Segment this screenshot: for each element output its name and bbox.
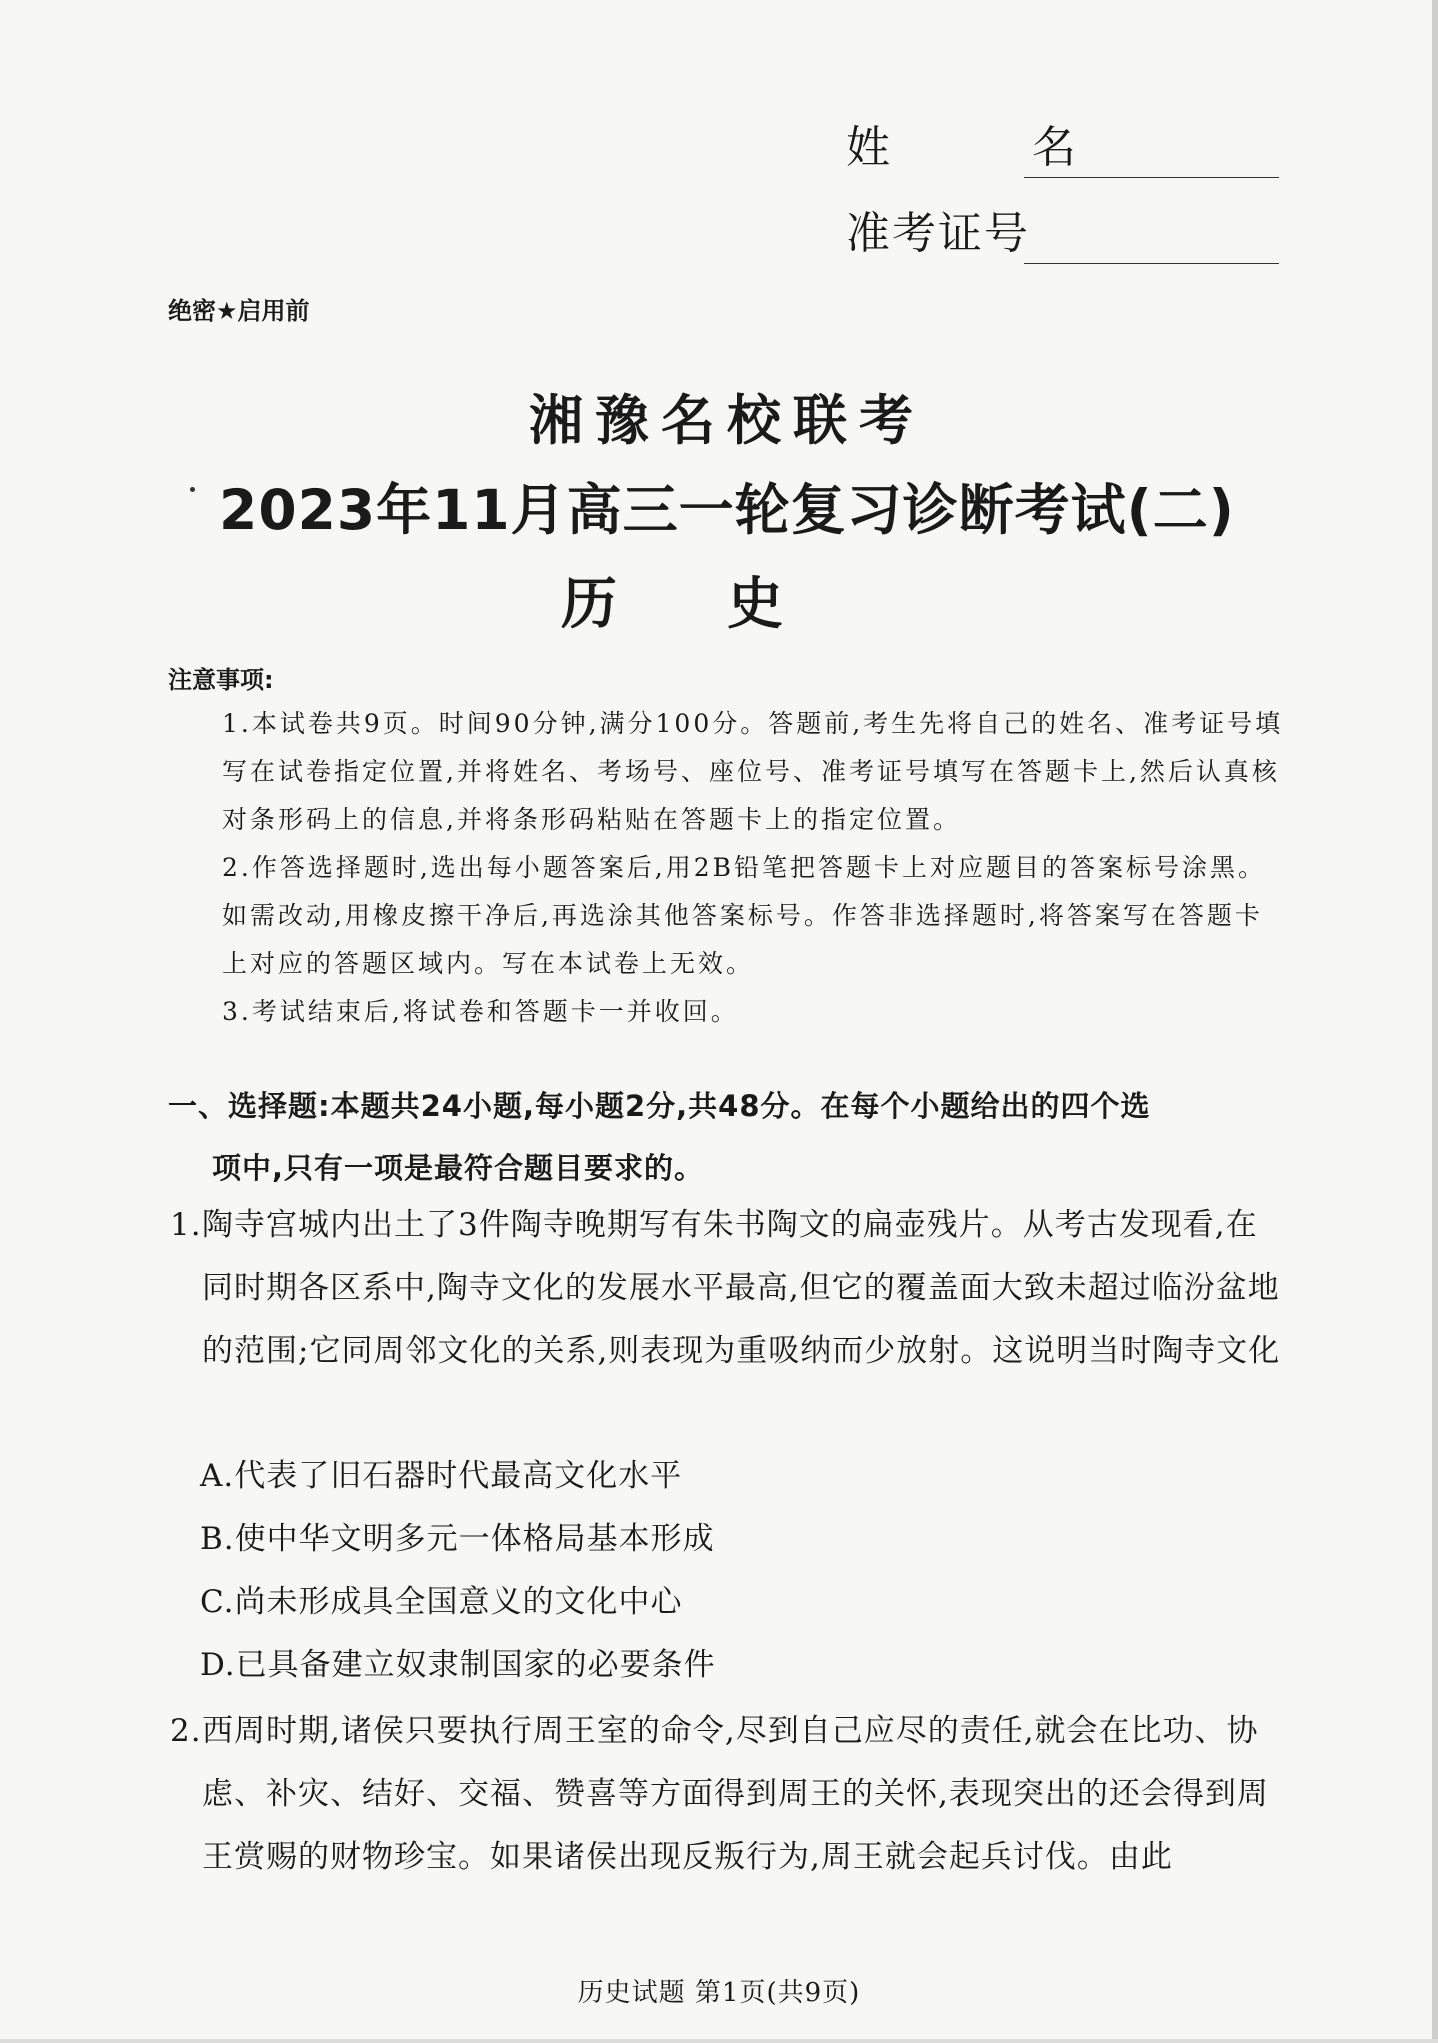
question-number: 1. [170, 1207, 202, 1243]
exam-title-line2: 2023年11月高三一轮复习诊断考试(二) [219, 478, 1235, 542]
secret-mark: 绝密★启用前 [168, 297, 310, 325]
option-d: D.已具备建立奴隶制国家的必要条件 [200, 1647, 716, 1683]
option-c: C.尚未形成具全国意义的文化中心 [200, 1584, 683, 1620]
note-item: 3.考试结束后,将试卷和答题卡一并收回。 [222, 997, 739, 1026]
exam-id-underline [1024, 263, 1279, 264]
name-field [846, 122, 1140, 173]
name-underline [1024, 177, 1279, 178]
question-stem: 陶寺宫城内出土了3件陶寺晚期写有朱书陶文的扁壶残片。从考古发现看,在同时期各区系中,陶寺文化的发展水平最高,但它的覆盖面大致未超过临汾盆地的范围;它同周邻文化的关系,则表现为重吸纳而少放射。这说明当时陶寺文化 [202, 1207, 1281, 1369]
exam-id-field [846, 208, 1030, 259]
notes-heading: 注意事项: [168, 666, 274, 694]
note-item: 1.本试卷共9页。时间90分钟,满分100分。答题前,考生先将自己的姓名、准考证号填写在试卷指定位置,并将姓名、考场号、座位号、准考证号填写在答题卡上,然后认真核对条形码上的信息,并将条形码粘贴在答题卡上的指定位置。 [222, 709, 1284, 834]
question-number: 2. [170, 1713, 202, 1749]
name-label: 姓 名 [846, 122, 1140, 173]
page-edge-bottom [0, 2039, 1438, 2043]
question-1 [170, 1194, 1286, 1383]
question-stem: 西周时期,诸侯只要执行周王室的命令,尽到自己应尽的责任,就会在比功、协虑、补灾、结好、交福、赞喜等方面得到周王的关怀,表现突出的还会得到周王赏赐的财物珍宝。如果诸侯出现反叛行为,周王就会起兵讨伐。由此 [202, 1713, 1269, 1875]
note-item: 2.作答选择题时,选出每小题答案后,用2B铅笔把答题卡上对应题目的答案标号涂黑。如需改动,用橡皮擦干净后,再选涂其他答案标号。作答非选择题时,将答案写在答题卡上对应的答题区域内。写在本试卷上无效。 [222, 853, 1267, 978]
option-b: B.使中华文明多元一体格局基本形成 [200, 1521, 715, 1557]
section-heading-line2: 项中,只有一项是最符合题目要求的。 [212, 1151, 705, 1185]
option-a: A.代表了旧石器时代最高文化水平 [200, 1458, 683, 1494]
section-heading [168, 1075, 1288, 1199]
exam-id-label: 准考证号 [846, 208, 1030, 259]
question-2 [170, 1700, 1286, 1889]
section-heading-line1: 一、选择题:本题共24小题,每小题2分,共48分。在每个小题给出的四个选 [168, 1089, 1151, 1123]
subject-title: 历史 [561, 572, 893, 637]
page-footer: 历史试题 第1页(共9页) [577, 1978, 861, 2008]
page-edge-right [1432, 0, 1438, 2043]
notes-list [222, 700, 1284, 1036]
question-1-options [200, 1445, 716, 1697]
exam-title-line1: 湘豫名校联考 [529, 389, 925, 452]
